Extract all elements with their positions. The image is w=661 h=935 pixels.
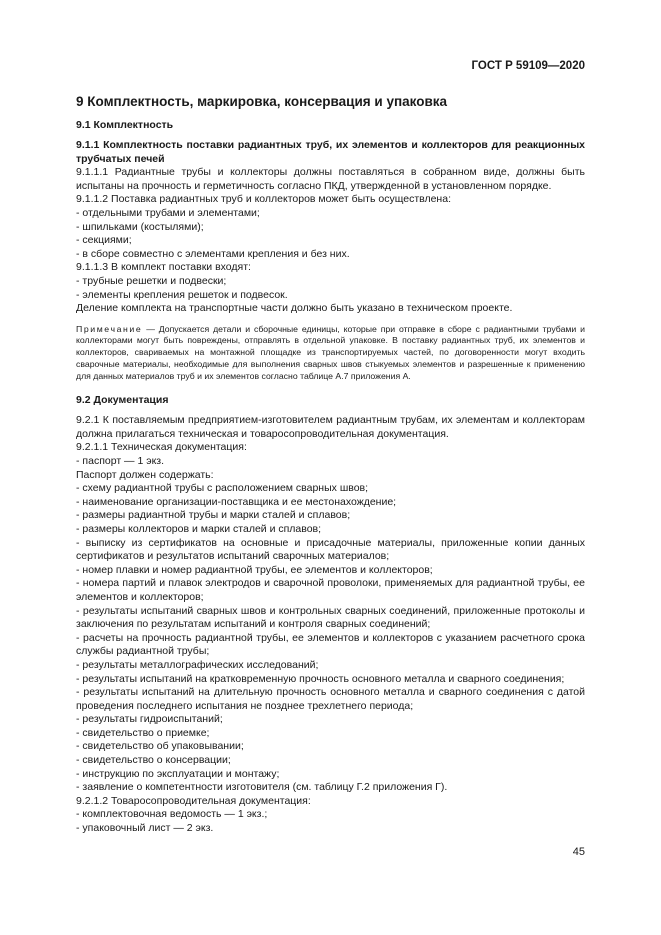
list-item: - секциями; [76,234,132,247]
paragraph-9-2-1-2: 9.2.1.2 Товаросопроводительная документация: [76,794,311,807]
paragraph-9-2-1: 9.2.1 К поставляемым предприятием-изготовителем радиантным трубам, их элементам и коллекторам должна прилагаться техническая и товаросопроводительная документация. [76,414,585,440]
shipping-docs-list [76,808,585,835]
note-block [76,324,585,383]
subsection-9-1-1-title: 9.1.1 Комплектность поставки радиантных труб, их элементов и коллекторов для реакционных трубчатых печей [76,139,585,165]
list-item: - отдельными трубами и элементами; [76,206,260,219]
paragraph-9-2-1-1: 9.2.1.1 Техническая документация: [76,441,247,454]
list-item: - свидетельство о приемке; [76,726,210,739]
delivery-options-list [76,207,585,261]
list-item: - свидетельство о консервации; [76,754,231,767]
passport-contents-list [76,482,585,795]
note-text: — Допускается детали и сборочные единицы, которые при отправке в сборе с радиантными трубами и коллекторами могут быть повреждены, отправлять в отдельной упаковке. В поставку радиантных труб, их элементов и коллекторов, свариваемых на монтажной площадке из транспортируемых частей, по договоренности могут входить сварочные материалы, необходимые для выполнения сварных швов стыкуемых элементов и разрешенные к применению для данных материалов труб и их элементов согласно таблице А.7 приложения А. [76,323,585,381]
note-label: Примечание [76,323,143,334]
list-item: - упаковочный лист — 2 экз. [76,822,214,835]
list-item: - трубные решетки и подвески; [76,274,227,287]
list-item: - результаты гидроиспытаний; [76,713,223,726]
list-item: - номер плавки и номер радиантной трубы, ее элементов и коллекторов; [76,563,433,576]
page-content [76,94,585,836]
passport-contains: Паспорт должен содержать: [76,468,214,481]
section-title: 9 Комплектность, маркировка, консервация и упаковка [76,94,448,109]
paragraph-9-1-1-3: 9.1.1.3 В комплект поставки входят: [76,261,251,274]
list-item: - расчеты на прочность радиантной трубы, ее элементов и коллекторов с указанием расчетного срока службы радиантной трубы; [76,631,585,658]
paragraph-9-1-1-1: 9.1.1.1 Радиантные трубы и коллекторы должны поставляться в собранном виде, должны быть испытаны на прочность и герметичность согласно ПКД, утвержденной в установленном порядке. [76,166,585,192]
list-item: - схему радиантной трубы с расположением сварных швов; [76,482,369,495]
list-item: - шпильками (костылями); [76,220,204,233]
paragraph-division: Деление комплекта на транспортные части должно быть указано в техническом проекте. [76,302,513,315]
subsection-9-2-title: 9.2 Документация [76,394,169,407]
list-item: - выписку из сертификатов на основные и присадочные материалы, приложенные копии данных сертификатов и результатов испытаний сварочных материалов; [76,536,585,563]
list-item: - результаты испытаний на кратковременную прочность основного металла и сварного соединения; [76,672,565,685]
subsection-9-1-title: 9.1 Комплектность [76,119,174,131]
passport-item: - паспорт — 1 экз. [76,455,165,468]
list-item: - в сборе совместно с элементами крепления и без них. [76,247,350,260]
list-item: - инструкцию по эксплуатации и монтажу; [76,767,280,780]
delivery-contents-list [76,275,585,302]
list-item: - наименование организации-поставщика и ее местонахождение; [76,495,397,508]
list-item: - элементы крепления решеток и подвесок. [76,288,288,301]
page-number: 45 [572,846,585,858]
list-item: - результаты металлографических исследований; [76,658,319,671]
list-item: - заявление о компетентности изготовителя (см. таблицу Г.2 приложения Г). [76,781,448,794]
list-item: - результаты испытаний на длительную прочность основного металла и сварного соединения с датой проведения последнего испытания не позднее трехлетнего периода; [76,686,585,712]
list-item: - свидетельство об упаковывании; [76,740,244,753]
list-item: - результаты испытаний сварных швов и контрольных сварных соединений, приложенные протоколы и заключения по результатам испытаний и контроля сварных соединений; [76,604,585,631]
paragraph-9-1-1-2: 9.1.1.2 Поставка радиантных труб и коллекторов может быть осуществлена: [76,193,451,206]
list-item: - номера партий и плавок электродов и сварочной проволоки, применяемых для радиантной трубы, ее элементов и коллекторов; [76,577,585,603]
list-item: - размеры коллекторов и марки сталей и сплавов; [76,522,322,535]
document-code: ГОСТ Р 59109—2020 [471,60,585,72]
list-item: - размеры радиантной трубы и марки сталей и сплавов; [76,509,351,522]
list-item: - комплектовочная ведомость — 1 экз.; [76,808,268,821]
